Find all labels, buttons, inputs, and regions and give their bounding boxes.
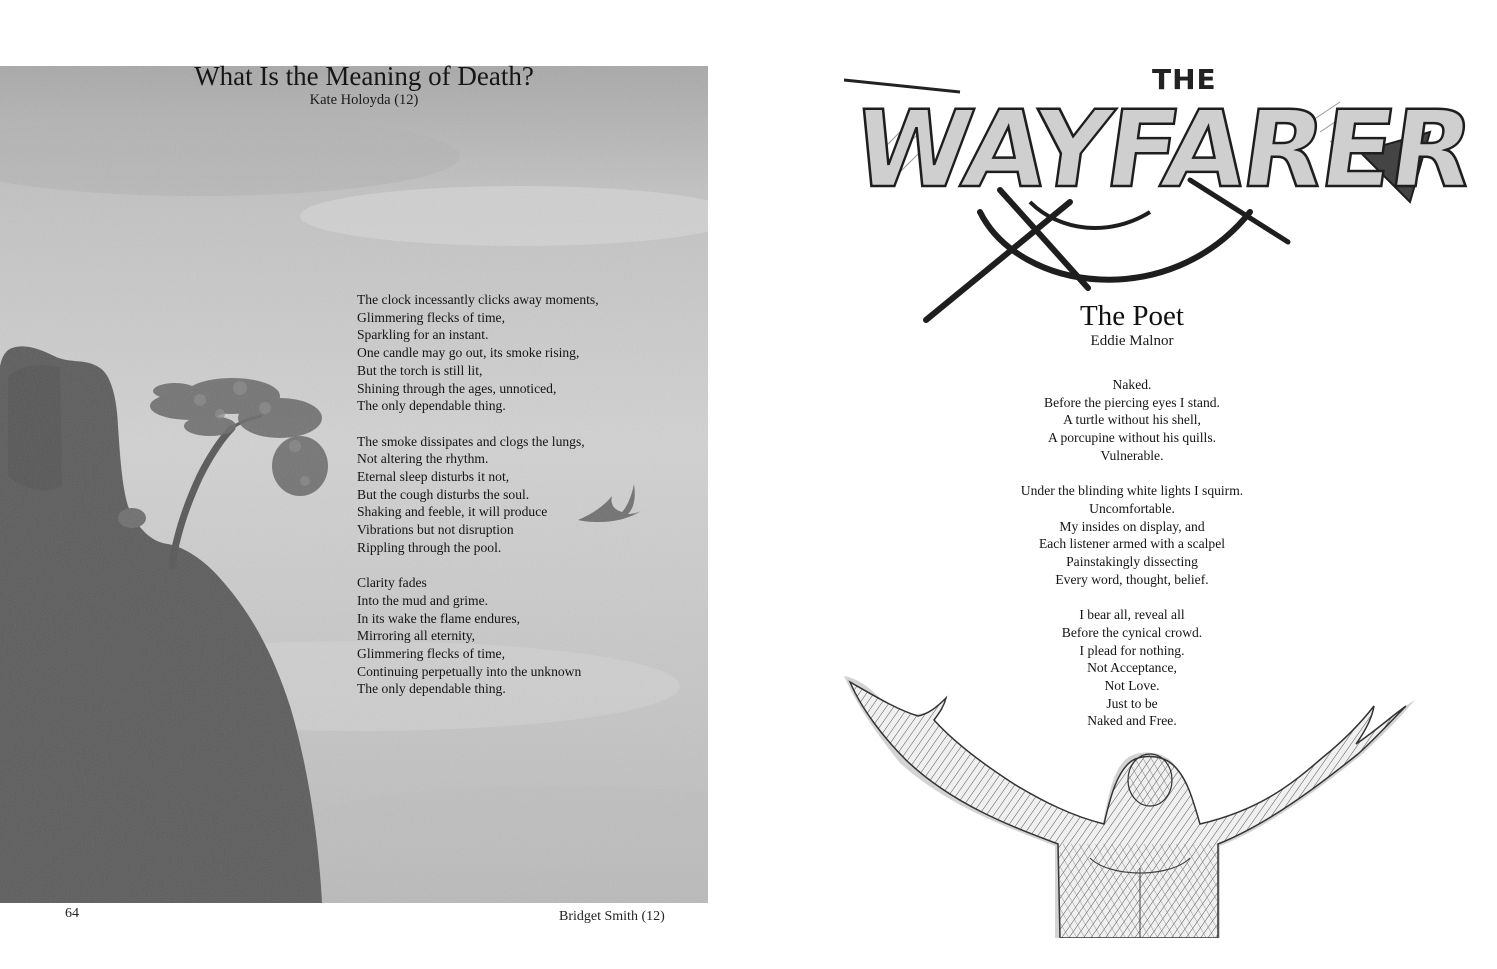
wayfarer-logo xyxy=(840,62,1479,330)
poem-line: Vulnerable. xyxy=(1100,447,1164,463)
poem-line: My insides on display, and xyxy=(1059,518,1205,534)
poem-line: Glimmering flecks of time, xyxy=(357,309,505,325)
poem-title: What Is the Meaning of Death? xyxy=(194,61,534,91)
poem-line: Before the piercing eyes I stand. xyxy=(1044,394,1220,410)
poem-line: Vibrations but not disruption xyxy=(357,522,514,538)
right-page xyxy=(748,0,1497,969)
poem-line: Clarity fades xyxy=(357,575,427,591)
poem-stanza-2 xyxy=(357,433,677,557)
poem-author: Eddie Malnor xyxy=(1090,333,1174,349)
page-number: 64 xyxy=(65,906,79,921)
poem-line: The only dependable thing. xyxy=(357,681,506,697)
poem-line: Under the blinding white lights I squirm. xyxy=(1020,483,1244,499)
poem-line: Naked and Free. xyxy=(1087,713,1177,729)
poem-title: The Poet xyxy=(1080,300,1184,332)
poem-line: In its wake the flame endures, xyxy=(357,610,521,626)
poem-author: Kate Holoyda (12) xyxy=(309,92,419,108)
figure-illustration xyxy=(840,668,1420,938)
poem-body xyxy=(357,291,677,716)
poem-line: Before the cynical crowd. xyxy=(1061,624,1203,640)
poem-stanza-1 xyxy=(357,291,677,415)
poem-line: A turtle without his shell, xyxy=(1063,412,1201,428)
poem-line: Not Acceptance, xyxy=(1087,660,1177,676)
poem-stanza-2 xyxy=(982,482,1282,588)
poem-line: Into the mud and grime. xyxy=(357,592,488,608)
poem-line: Just to be xyxy=(1106,695,1158,711)
poem-line: I bear all, reveal all xyxy=(1079,607,1185,623)
poem-line: Naked. xyxy=(1112,377,1152,392)
left-page xyxy=(0,0,748,969)
poem-line: Every word, thought, belief. xyxy=(1055,571,1209,587)
poem-line: The smoke dissipates and clogs the lungs, xyxy=(357,433,585,449)
poem-line: The only dependable thing. xyxy=(357,398,506,414)
photo-credit: Bridget Smith (12) xyxy=(559,909,665,924)
poem-line: Painstakingly dissecting xyxy=(1066,554,1198,570)
logo-the: THE xyxy=(1152,63,1217,96)
logo-wordmark: WAYFARER xyxy=(846,88,1479,211)
poem-line: I plead for nothing. xyxy=(1079,642,1185,658)
poem-line: Shaking and feeble, it will produce xyxy=(357,504,548,520)
raised-arms-figure-sketch xyxy=(840,668,1420,938)
poem-line: Eternal sleep disturbs it not, xyxy=(357,469,510,485)
poem-line: A porcupine without his quills. xyxy=(1047,430,1217,446)
poem-line: Glimmering flecks of time, xyxy=(357,646,505,662)
poem-stanza-1 xyxy=(982,376,1282,465)
poem-line: Continuing perpetually into the unknown xyxy=(357,663,582,679)
poem-line: Not altering the rhythm. xyxy=(357,451,489,467)
poem-line: But the cough disturbs the soul. xyxy=(357,486,530,502)
poem-line: Each listener armed with a scalpel xyxy=(1038,536,1226,552)
poem-line: Not Love. xyxy=(1104,677,1160,693)
poem-line: But the torch is still lit, xyxy=(357,362,483,378)
poem-line: Shining through the ages, unnoticed, xyxy=(357,380,557,396)
poem-line: One candle may go out, its smoke rising, xyxy=(357,345,580,361)
poem-line: Rippling through the pool. xyxy=(357,539,502,555)
poem-stanza-3 xyxy=(357,574,677,698)
poem-line: Uncomfortable. xyxy=(1089,500,1175,516)
poem-line: Sparkling for an instant. xyxy=(357,327,489,343)
poem-line: Mirroring all eternity, xyxy=(357,628,476,644)
poem-line: The clock incessantly clicks away moments, xyxy=(357,292,599,307)
